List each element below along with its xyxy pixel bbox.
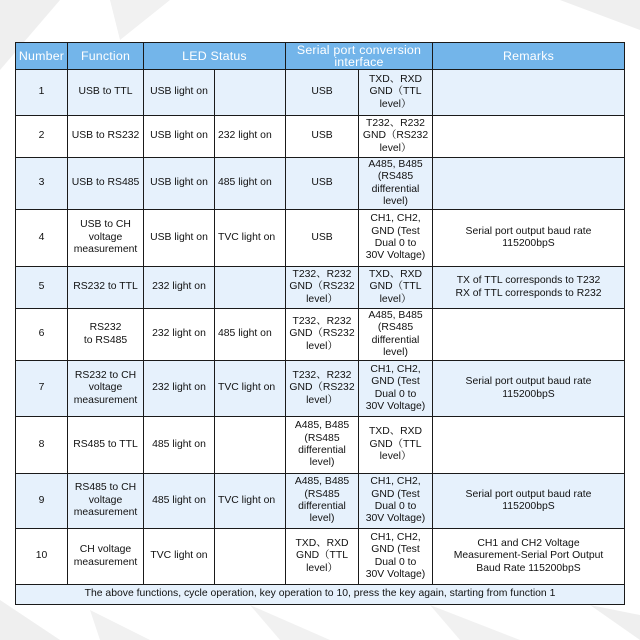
cell-serial-b — [359, 158, 433, 210]
cell-number: 9 — [16, 474, 68, 529]
cell-serial-b — [359, 267, 433, 309]
table-row — [16, 309, 625, 361]
cell-remarks — [433, 158, 625, 210]
cell-serial-a — [286, 267, 359, 309]
cell-serial-b — [359, 474, 433, 529]
cell-function-text: RS485 to TTL — [73, 438, 138, 450]
cell-function-text: CH voltage measurement — [73, 544, 138, 568]
cell-serial-a-text: A485, B485 (RS485 differential level) — [294, 476, 350, 525]
cell-serial-a — [286, 116, 359, 158]
cell-led-b: TVC light on — [215, 474, 286, 529]
cell-function-text: USB to CH voltage measurement — [73, 219, 138, 256]
cell-led-a: USB light on — [144, 158, 215, 210]
cell-function-text: RS232 to CH voltage measurement — [73, 369, 138, 406]
cell-serial-a-text: TXD、RXD GND（TTL level） — [295, 537, 349, 574]
cell-serial-b — [359, 116, 433, 158]
cell-led-b: 485 light on — [215, 158, 286, 210]
cell-remarks — [433, 116, 625, 158]
header-led-status: LED Status — [144, 43, 286, 70]
cell-serial-a — [286, 70, 359, 116]
cell-led-a: USB light on — [144, 116, 215, 158]
cell-serial-a — [286, 210, 359, 267]
cell-number: 2 — [16, 116, 68, 158]
cell-remarks-text: Serial port output baud rate 115200bpS — [465, 488, 592, 512]
cell-function-text: RS232 to RS485 — [83, 322, 128, 346]
cell-remarks — [433, 309, 625, 361]
cell-serial-a — [286, 361, 359, 417]
cell-function — [68, 361, 144, 417]
cell-number: 4 — [16, 210, 68, 267]
cell-serial-a-text: USB — [311, 86, 333, 98]
cell-number: 8 — [16, 417, 68, 474]
header-function: Function — [68, 43, 144, 70]
cell-serial-a — [286, 417, 359, 474]
cell-remarks-text: TX of TTL corresponds to T232 RX of TTL corresponds to R232 — [455, 275, 602, 299]
header-number: Number — [16, 43, 68, 70]
table-row — [16, 116, 625, 158]
cell-serial-b-text: CH1, CH2, GND (Test Dual 0 to 30V Voltage) — [365, 476, 426, 525]
cell-led-b: TVC light on — [215, 361, 286, 417]
cell-led-a: 232 light on — [144, 309, 215, 361]
cell-led-a: USB light on — [144, 210, 215, 267]
cell-function — [68, 210, 144, 267]
footer-note: The above functions, cycle operation, key operation to 10, press the key again, starting from function 1 — [16, 585, 625, 605]
cell-serial-a-text: A485, B485 (RS485 differential level) — [294, 420, 350, 469]
cell-serial-b — [359, 361, 433, 417]
cell-serial-a-text: T232、R232 GND（RS232 level） — [289, 369, 355, 406]
table-row — [16, 361, 625, 417]
cell-remarks — [433, 210, 625, 267]
cell-serial-b-text: CH1, CH2, GND (Test Dual 0 to 30V Voltage) — [365, 213, 426, 262]
cell-led-b — [215, 417, 286, 474]
table-row — [16, 474, 625, 529]
cell-function-text: USB to RS232 — [71, 130, 140, 142]
cell-function — [68, 309, 144, 361]
cell-serial-b-text: A485, B485 (RS485 differential level) — [368, 309, 423, 358]
cell-function — [68, 267, 144, 309]
cell-function-text: USB to TTL — [78, 86, 133, 98]
table-body — [16, 70, 625, 605]
cell-serial-b — [359, 70, 433, 116]
cell-remarks-text: Serial port output baud rate 115200bpS — [465, 225, 592, 249]
cell-led-b: 232 light on — [215, 116, 286, 158]
cell-serial-b-text: TXD、RXD GND（TTL level） — [368, 268, 423, 305]
table-row — [16, 267, 625, 309]
cell-function — [68, 70, 144, 116]
header-row — [16, 43, 625, 70]
cell-remarks — [433, 474, 625, 529]
cell-led-a: 232 light on — [144, 267, 215, 309]
header-serial-text: Serial port conversion interface — [296, 43, 422, 69]
cell-remarks-text: CH1 and CH2 Voltage Measurement-Serial Port Output Baud Rate 115200bpS — [453, 537, 604, 574]
cell-serial-b-text: TXD、RXD GND（TTL level） — [368, 73, 423, 110]
cell-led-a: 232 light on — [144, 361, 215, 417]
cell-serial-b — [359, 210, 433, 267]
cell-remarks — [433, 70, 625, 116]
function-table — [15, 42, 625, 605]
cell-serial-a-text: USB — [311, 231, 333, 243]
cell-remarks — [433, 361, 625, 417]
cell-serial-b — [359, 529, 433, 585]
header-serial-interface — [286, 43, 433, 70]
cell-function — [68, 474, 144, 529]
cell-serial-a — [286, 309, 359, 361]
cell-remarks-text: Serial port output baud rate 115200bpS — [465, 376, 592, 400]
cell-number: 5 — [16, 267, 68, 309]
cell-serial-b — [359, 417, 433, 474]
table-row — [16, 70, 625, 116]
cell-serial-b-text: CH1, CH2, GND (Test Dual 0 to 30V Voltage) — [365, 363, 426, 412]
cell-serial-a-text: USB — [311, 177, 333, 189]
cell-led-b — [215, 70, 286, 116]
cell-serial-a — [286, 529, 359, 585]
table-row — [16, 210, 625, 267]
cell-number: 3 — [16, 158, 68, 210]
cell-led-a: 485 light on — [144, 417, 215, 474]
table-row — [16, 158, 625, 210]
cell-serial-b-text: A485, B485 (RS485 differential level) — [368, 158, 423, 207]
cell-remarks — [433, 529, 625, 585]
cell-led-b — [215, 267, 286, 309]
cell-function — [68, 158, 144, 210]
cell-serial-b-text: T232、R232 GND（RS232 level） — [362, 117, 429, 154]
cell-remarks — [433, 417, 625, 474]
cell-led-b: 485 light on — [215, 309, 286, 361]
cell-led-a: TVC light on — [144, 529, 215, 585]
cell-led-b — [215, 529, 286, 585]
footer-row — [16, 585, 625, 605]
cell-remarks — [433, 267, 625, 309]
cell-number: 6 — [16, 309, 68, 361]
table-row — [16, 417, 625, 474]
cell-function — [68, 529, 144, 585]
cell-serial-b-text: CH1, CH2, GND (Test Dual 0 to 30V Voltage) — [365, 531, 426, 580]
cell-serial-a-text: T232、R232 GND（RS232 level） — [289, 315, 355, 352]
cell-function — [68, 417, 144, 474]
header-remarks: Remarks — [433, 43, 625, 70]
cell-led-a: 485 light on — [144, 474, 215, 529]
cell-function-text: USB to RS485 — [71, 177, 140, 189]
cell-function — [68, 116, 144, 158]
cell-serial-a-text: T232、R232 GND（RS232 level） — [289, 268, 355, 305]
cell-number: 7 — [16, 361, 68, 417]
cell-number: 1 — [16, 70, 68, 116]
table-row — [16, 529, 625, 585]
cell-number: 10 — [16, 529, 68, 585]
cell-function-text: RS232 to TTL — [73, 281, 138, 293]
cell-function-text: RS485 to CH voltage measurement — [73, 482, 138, 519]
cell-serial-b-text: TXD、RXD GND（TTL level） — [368, 426, 423, 463]
cell-led-b: TVC light on — [215, 210, 286, 267]
cell-serial-a — [286, 474, 359, 529]
cell-serial-a — [286, 158, 359, 210]
cell-serial-a-text: USB — [311, 130, 333, 142]
cell-serial-b — [359, 309, 433, 361]
cell-led-a: USB light on — [144, 70, 215, 116]
